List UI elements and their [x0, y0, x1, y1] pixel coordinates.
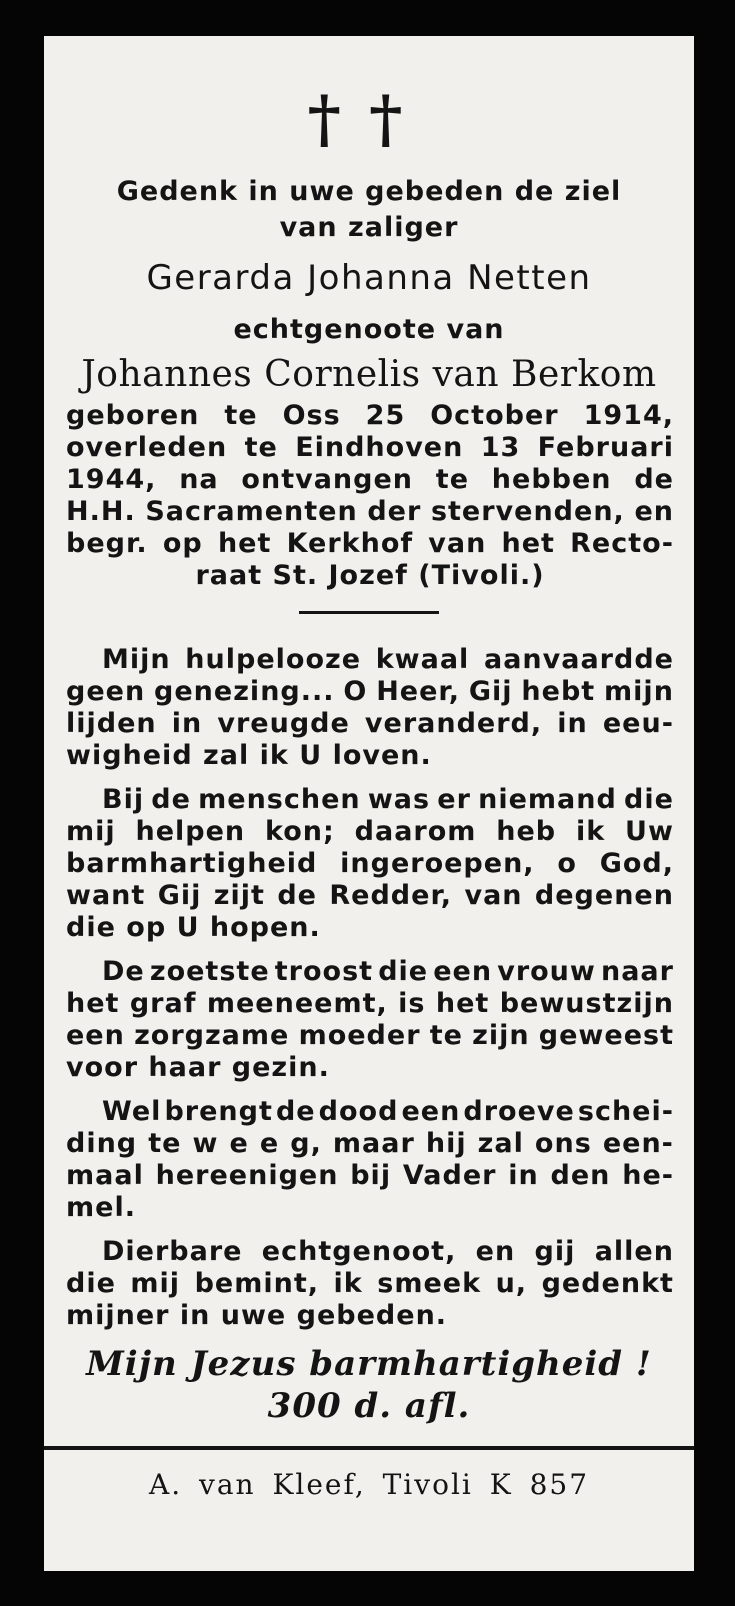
para-line: mij helpen kon; daarom heb ik Uw [66, 816, 674, 847]
para-line: geen genezing... O Heer, Gij hebt mijn [66, 676, 674, 707]
biography [66, 400, 674, 592]
footer [44, 1446, 694, 1571]
bio-line: 1944, na ontvangen te hebben de [66, 464, 674, 495]
paragraph-2 [66, 784, 674, 944]
para-line: lijden in vreugde veranderd, in eeu- [66, 708, 674, 739]
bio-line: overleden te Eindhoven 13 Februari [66, 432, 674, 463]
para-line: Dierbare echtgenoot, en gij allen [102, 1236, 674, 1267]
para-line: maal hereenigen bij Vader in den he- [66, 1160, 674, 1191]
bio-line: begr. op het Kerkhof van het Recto- [66, 528, 674, 559]
cross-icon: † [369, 82, 431, 157]
para-line: mijner in uwe gebeden. [66, 1300, 448, 1331]
para-line: ding te w e e g, maar hij zal ons een- [66, 1128, 674, 1159]
para-line: barmhartigheid ingeroepen, o God, [66, 848, 674, 879]
para-line: het graf meeneemt, is het bewustzijn [66, 988, 674, 1019]
para-line: Bij de menschen was er niemand die [102, 784, 674, 815]
para-line: die mij bemint, ik smeek u, gedenkt [66, 1268, 674, 1299]
para-line: een zorgzame moeder te zijn geweest [66, 1020, 674, 1051]
bio-line: raat St. Jozef (Tivoli.) [195, 560, 545, 591]
relation-line: echtgenoote van [233, 314, 505, 345]
crosses [44, 82, 694, 157]
paragraph-4 [66, 1096, 674, 1224]
divider-rule [299, 611, 439, 614]
cross-icon: † [307, 82, 369, 157]
para-line: voor haar gezin. [66, 1052, 330, 1083]
memorial-card [44, 36, 694, 1571]
intro-line-2: van zaliger [279, 212, 459, 243]
para-line: die op U hopen. [66, 912, 321, 943]
para-line: mel. [66, 1192, 136, 1223]
para-line: Mijn hulpelooze kwaal aanvaardde [102, 644, 674, 675]
spouse-name: Johannes Cornelis van Berkom [81, 354, 657, 395]
paragraph-1 [66, 644, 674, 772]
bio-line: geboren te Oss 25 October 1914, [66, 400, 674, 431]
para-line: De zoetste troost die een vrouw naar [102, 956, 674, 987]
printer-imprint: A. van Kleef, Tivoli K 857 [148, 1468, 590, 1501]
deceased-name: Gerarda Johanna Netten [146, 258, 592, 298]
paragraph-3 [66, 956, 674, 1084]
prayer-line-2: 300 d. afl. [267, 1386, 471, 1426]
paragraph-5 [66, 1236, 674, 1332]
para-line: wigheid zal ik U loven. [66, 740, 432, 771]
para-line: want Gij zijt de Redder, van degenen [66, 880, 674, 911]
prayer-line-1: Mijn Jezus barmhartigheid ! [86, 1344, 652, 1384]
intro-line-1: Gedenk in uwe gebeden de ziel [116, 176, 622, 207]
bio-line: H.H. Sacramenten der stervenden, en [66, 496, 674, 527]
para-line: Wel brengt de dood een droeve schei- [102, 1096, 674, 1127]
